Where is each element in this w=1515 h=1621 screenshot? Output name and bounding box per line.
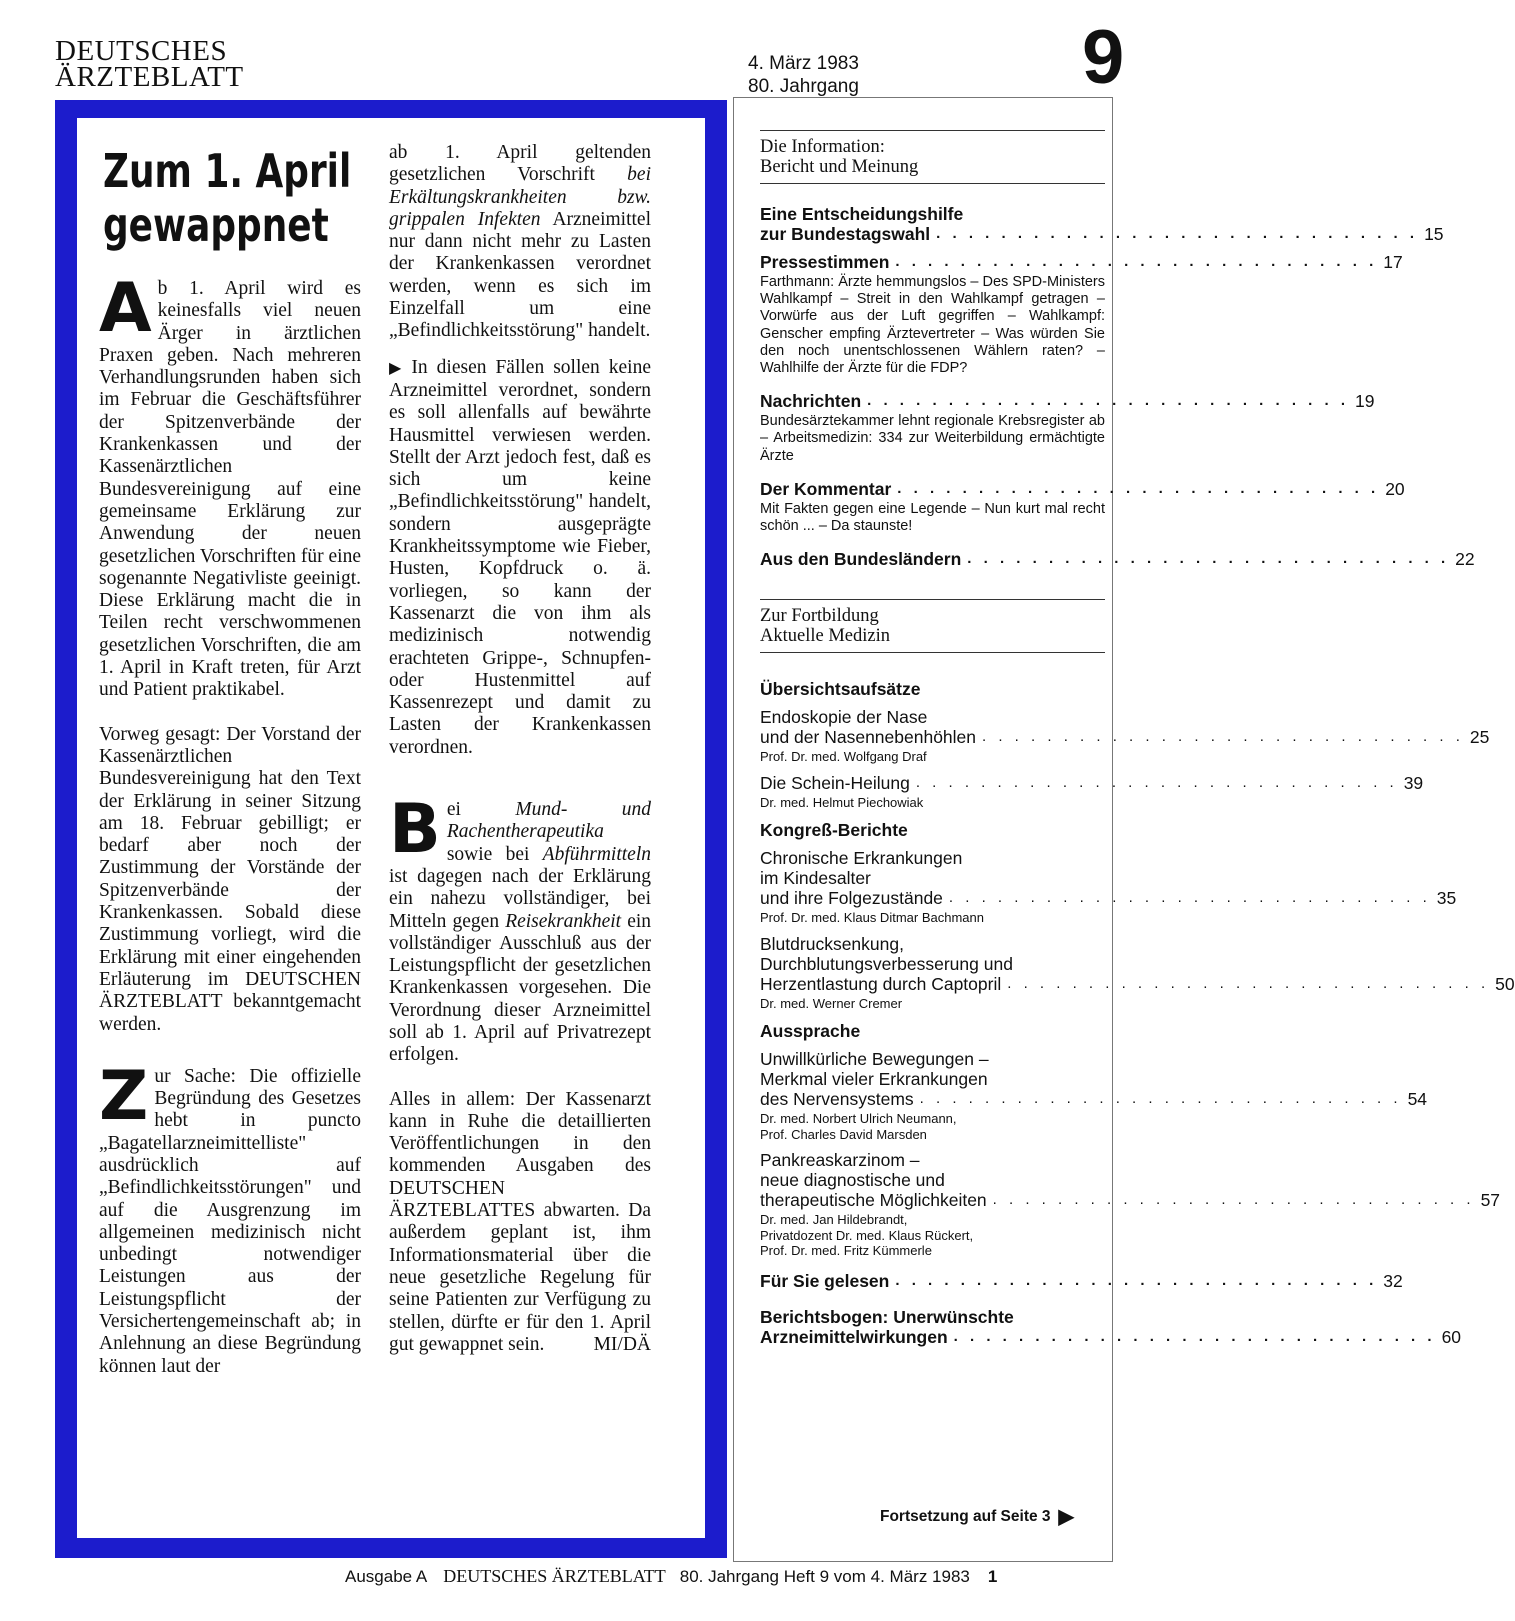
toc-entry[interactable]: Aus den Bundesländern . . . . . . . . . . . . . . . . . . . . . . . . . . . . . . 22 bbox=[760, 549, 1475, 570]
toc-author: Prof. Charles David Marsden bbox=[760, 1126, 927, 1142]
masthead bbox=[55, 35, 244, 93]
issue-volume: 80. Jahrgang bbox=[748, 76, 859, 97]
paragraph-4: ab 1. April geltenden gesetzlichen Vorschrift bei Erkältungskrankheiten bzw. grippalen Infekten Arzneimittel nur dann nicht mehr zu Lasten der Krankenkassen verordnet werden, wenn es sich im Einzelfall um eine „Befindlichkeitsstörung" handelt. bbox=[389, 142, 651, 342]
toc-author: Prof. Dr. med. Wolfgang Draf bbox=[760, 749, 927, 765]
toc-author: Dr. med. Helmut Piechowiak bbox=[760, 794, 924, 810]
toc-entry[interactable]: Unwillkürliche Bewegungen – Merkmal vieler Erkrankungen des Nervensystems . . . . . . . . . . . . . . . . . . . . . . . . . . . . . . 54 Dr. med. Norbert Ulrich Neumann, Prof. Charles David Marsden bbox=[760, 1049, 1428, 1142]
toc-entry-summary: Bundesärztekammer lehnt regionale Krebsregister ab – Arbeitsmedizin: 334 zur Weiterbildung ermächtigte Ärzte bbox=[760, 413, 1105, 464]
paragraph-1: Ab 1. April wird es keinesfalls viel neuen Ärger in ärztlichen Praxen geben. Nach mehreren Verhandlungsrunden haben sich im Februar die Geschäftsführer der Spitzenverbände der Krankenkassen und der Kassenärztlichen Bundesvereinigung auf eine gemeinsame Erklärung zur Anwendung der neuen gesetzlichen Vorschriften für eine sogenannte Negativliste geeinigt. Diese Erklärung macht die in Teilen recht verschwommenen gesetzlichen Vorschriften, die am 1. April in Kraft treten, für Arzt und Patient praktikabel. bbox=[99, 269, 361, 701]
toc-entry[interactable]: Chronische Erkrankungen im Kindesalter und ihre Folgezustände . . . . . . . . . . . . . . . . . . . . . . . . . . . . . . 35 Prof. Dr. med. Klaus Ditmar Bachmann bbox=[760, 848, 1457, 926]
toc-category: Übersichtsaufsätze bbox=[760, 679, 921, 700]
toc-entry[interactable]: Pressestimmen . . . . . . . . . . . . . . . . . . . . . . . . . . . . . . 17 Farthmann: Ärzte hemmungslos – Des SPD-Ministers Wahlkampf – Streit in den Wahlkampf getragen – Vorwürfe aus der Luft gegriffen – Wahlkampf: Genscher empfing Ärztevertreter – Was würden Sie den noch unentschlossenen Wählern raten? – Wahlhilfe der Ärzte für die FDP? bbox=[760, 252, 1403, 377]
toc-category: Aussprache bbox=[760, 1021, 861, 1042]
paragraph-5: ▶ In diesen Fällen sollen keine Arzneimittel verordnet, sondern es soll allenfalls auf bewährte Hausmittel verwiesen werden. Stellt der Arzt jedoch fest, daß es sich um keine „Befindlichkeitsstörung" handelt, sondern ausgeprägte Krankheitssymptome wie Fieber, Husten, Kopfdruck o. ä. vorliegen, so kann der Kassenarzt die von ihm als medizinisch notwendig erachteten Grippe-, Schnupfen- oder Hustenmittel auf Kassenrezept und damit zu Lasten der Krankenkassen verordnen. bbox=[389, 356, 651, 758]
arrow-marker-icon: ▶ bbox=[389, 359, 406, 377]
issue-date: 4. März 1983 bbox=[748, 53, 859, 74]
drop-cap: B bbox=[389, 790, 441, 870]
article-column-2 bbox=[389, 142, 651, 1356]
toc-entry[interactable]: Die Schein-Heilung . . . . . . . . . . . . . . . . . . . . . . . . . . . . . . 39 Dr. med. Helmut Piechowiak bbox=[760, 772, 1424, 810]
article-signature: MI/DÄ bbox=[593, 1333, 651, 1355]
toc-page: 54 bbox=[1407, 1089, 1428, 1110]
toc-page: 39 bbox=[1403, 772, 1424, 793]
footer-journal: DEUTSCHES ÄRZTEBLATT bbox=[443, 1566, 666, 1586]
toc-author: Dr. med. Jan Hildebrandt, bbox=[760, 1212, 908, 1228]
paragraph-2: Vorweg gesagt: Der Vorstand der Kassenärztlichen Bundesvereinigung hat den Text der Erklärung in seiner Sitzung am 18. Februar gebilligt; er bedarf aber noch der Zustimmung der Vorstände der Spitzenverbände der Krankenkassen. Sobald diese Zustimmung vorliegt, wird die Erklärung mit einer eingehenden Erläuterung im DEUTSCHEN ÄRZTEBLATT bekanntgemacht werden. bbox=[99, 723, 361, 1035]
toc-page: 25 bbox=[1469, 727, 1490, 748]
page-footer bbox=[345, 1566, 997, 1587]
paragraph-7: Alles in allem: Der Kassenarzt kann in Ruhe die detaillierten Veröffentlichungen in den kommenden Ausgaben des DEUTSCHEN ÄRZTEBLATTES abwarten. Da außerdem geplant ist, ihm Informationsmaterial über die neue gesetzliche Regelung für seine Patienten zur Verfügung zu stellen, dürfte er für den 1. April gut gewappnet sein. MI/DÄ bbox=[389, 1088, 651, 1355]
toc-entry-summary: Mit Fakten gegen eine Legende – Nun kurt mal recht schön ... – Da staunste! bbox=[760, 500, 1105, 535]
toc-entry[interactable]: Pankreaskarzinom – neue diagnostische und therapeutische Möglichkeiten . . . . . . . . . . . . . . . . . . . . . . . . . . . . . . 57 Dr. med. Jan Hildebrandt, Privatdozent Dr. med. Klaus Rückert, Prof. Dr. med. Fritz Kümmerle bbox=[760, 1150, 1501, 1259]
toc-section-heading: Die Information: Bericht und Meinung bbox=[760, 137, 919, 177]
toc-page: 17 bbox=[1383, 252, 1403, 272]
paragraph-6: Bei Mund- und Rachentherapeutika sowie bei Abführmitteln ist dagegen nach der Erklärung ein nahezu vollständiger, bei Mitteln gegen Reisekrankheit ein vollständiger Ausschluß aus der Leistungspflicht der gesetzlichen Krankenkassen vorgesehen. Die Verordnung dieser Arzneimittel soll ab 1. April auf Privatrezept erfolgen. bbox=[389, 790, 652, 1066]
continue-link[interactable]: Fortsetzung auf Seite 3 ▶ bbox=[880, 1506, 1074, 1528]
masthead-line2: ÄRZTEBLATT bbox=[55, 61, 244, 93]
toc-page: 15 bbox=[1424, 224, 1444, 244]
toc-entry[interactable]: Für Sie gelesen . . . . . . . . . . . . . . . . . . . . . . . . . . . . . . 32 bbox=[760, 1270, 1403, 1291]
toc-entry[interactable]: Der Kommentar . . . . . . . . . . . . . . . . . . . . . . . . . . . . . . 20 Mit Fakten gegen eine Legende – Nun kurt mal recht schön ... – Da staunste! bbox=[760, 478, 1405, 535]
toc-author: Dr. med. Norbert Ulrich Neumann, bbox=[760, 1111, 957, 1127]
toc-entry[interactable]: Nachrichten . . . . . . . . . . . . . . . . . . . . . . . . . . . . . . 19 Bundesärztekammer lehnt regionale Krebsregister ab – Arbeitsmedizin: 334 zur Weiterbildung ermächtigte Ärzte bbox=[760, 391, 1375, 464]
toc-category: Kongreß-Berichte bbox=[760, 820, 908, 841]
play-arrow-icon: ▶ bbox=[1058, 1506, 1074, 1528]
masthead-line1: DEUTSCHES bbox=[55, 35, 228, 67]
article-headline: Zum 1. April gewappnet bbox=[103, 144, 352, 252]
toc-author: Dr. med. Werner Cremer bbox=[760, 995, 903, 1011]
toc-entry-summary: Farthmann: Ärzte hemmungslos – Des SPD-Ministers Wahlkampf – Streit in den Wahlkampf getragen – Vorwürfe aus der Luft gegriffen – Wahlkampf: Genscher empfing Ärztevertreter – Was würden Sie den noch unentschlossenen Wählern raten? – Wahlhilfe der Ärzte für die FDP? bbox=[760, 274, 1105, 377]
issue-number: 9 bbox=[1082, 15, 1125, 100]
toc-author: Prof. Dr. med. Klaus Ditmar Bachmann bbox=[760, 910, 984, 926]
toc-page: 20 bbox=[1385, 478, 1405, 499]
toc-section-heading: Zur Fortbildung Aktuelle Medizin bbox=[760, 606, 890, 647]
drop-cap: A bbox=[99, 269, 152, 348]
paragraph-3: Zur Sache: Die offizielle Begründung des Gesetzes hebt in puncto „Bagatellarzneimittelliste" ausdrücklich auf „Befindlichkeitsstörungen" und auf die Ausgrenzung im allgemeinen medizinisch nicht unbedingt notwendiger Leistungen aus der Leistungspflicht der Versichertengemeinschaft ab; in Anlehnung an diese Begründung können laut der bbox=[99, 1056, 361, 1377]
table-of-contents bbox=[760, 130, 1515, 1347]
footer-issue-info: 80. Jahrgang Heft 9 vom 4. März 1983 bbox=[679, 1567, 970, 1586]
article-frame bbox=[55, 100, 727, 1558]
toc-author: Prof. Dr. med. Fritz Kümmerle bbox=[760, 1243, 932, 1259]
article-panel bbox=[77, 118, 705, 1538]
toc-page: 50 bbox=[1495, 973, 1515, 994]
footer-edition: Ausgabe A bbox=[345, 1567, 428, 1586]
toc-page: 35 bbox=[1436, 888, 1457, 909]
toc-author: Privatdozent Dr. med. Klaus Rückert, bbox=[760, 1227, 974, 1243]
article-column-1 bbox=[99, 269, 361, 1378]
toc-entry[interactable]: Berichtsbogen: Unerwünschte Arzneimittelwirkungen . . . . . . . . . . . . . . . . . . . . . . . . . . . . . . 60 bbox=[760, 1306, 1462, 1347]
toc-entry[interactable]: Endoskopie der Nase und der Nasennebenhöhlen . . . . . . . . . . . . . . . . . . . . . . . . . . . . . . 25 Prof. Dr. med. Wolfgang Draf bbox=[760, 707, 1490, 765]
issue-date-block bbox=[748, 52, 859, 98]
toc-entry[interactable]: Eine Entscheidungshilfe zur Bundestagswahl . . . . . . . . . . . . . . . . . . . . . . . . . . . . . . 15 bbox=[760, 204, 1444, 244]
toc-page: 57 bbox=[1480, 1190, 1501, 1211]
toc-entry[interactable]: Blutdrucksenkung, Durchblutungsverbesserung und Herzentlastung durch Captopril . . . . . . . . . . . . . . . . . . . . . . . . . . . . . . 50 Dr. med. Werner Cremer bbox=[760, 933, 1515, 1011]
drop-cap: Z bbox=[99, 1056, 149, 1136]
toc-page: 32 bbox=[1383, 1270, 1403, 1291]
page-number: 1 bbox=[987, 1567, 998, 1586]
toc-page: 60 bbox=[1441, 1326, 1462, 1347]
toc-page: 19 bbox=[1355, 391, 1375, 412]
toc-page: 22 bbox=[1455, 549, 1475, 570]
